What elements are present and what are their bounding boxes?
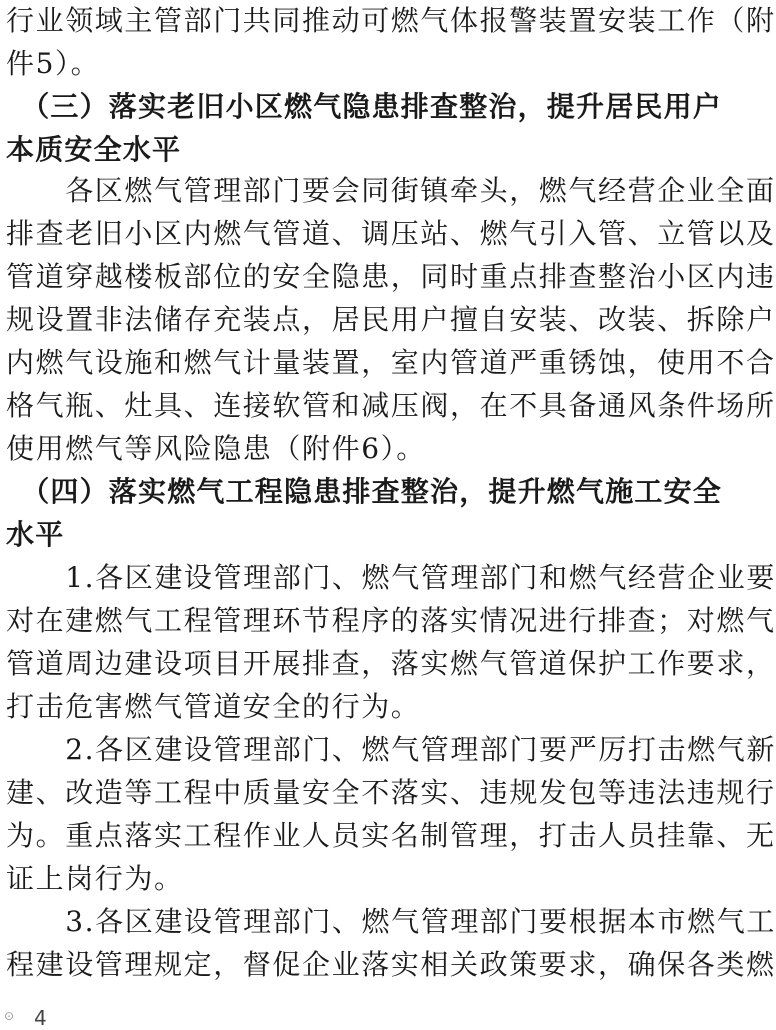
- paragraph-line: 格气瓶、灶具、连接软管和减压阀，在不具备通风条件场所: [6, 389, 776, 422]
- paragraph-line: 各区燃气管理部门要会同街镇牵头，燃气经营企业全面: [6, 174, 776, 207]
- page-number: 4: [34, 1006, 47, 1030]
- paragraph-line: 使用燃气等风险隐患（附件6）。: [6, 432, 426, 465]
- paragraph-line: 打击危害燃气管道安全的行为。: [6, 690, 421, 723]
- paragraph-line: 排查老旧小区内燃气管道、调压站、燃气引入管、立管以及: [6, 217, 776, 250]
- paragraph-line: 为。重点落实工程作业人员实名制管理，打击人员挂靠、无: [6, 819, 776, 852]
- paragraph-line: 规设置非法储存充装点，居民用户擅自安装、改装、拆除户: [6, 303, 776, 336]
- section-heading-line: 本质安全水平: [6, 133, 182, 166]
- paragraph-line: 管道穿越楼板部位的安全隐患，同时重点排查整治小区内违: [6, 260, 776, 293]
- paragraph-line: 证上岗行为。: [6, 862, 184, 895]
- paragraph-line: 件5）。: [6, 47, 101, 80]
- paragraph-line: 3.各区建设管理部门、燃气管理部门要根据本市燃气工: [6, 905, 776, 938]
- section-heading-line: 水平: [6, 518, 65, 551]
- paragraph-line: 行业领域主管部门共同推动可燃气体报警装置安装工作（附: [6, 4, 776, 37]
- page-footer: [4, 1006, 124, 1028]
- section-heading-line: （四）落实燃气工程隐患排查整治，提升燃气施工安全: [6, 475, 723, 508]
- paragraph-line: 内燃气设施和燃气计量装置，室内管道严重锈蚀，使用不合: [6, 346, 776, 379]
- paragraph-line: 管道周边建设项目开展排查，落实燃气管道保护工作要求，: [6, 647, 776, 680]
- paragraph-line: 1.各区建设管理部门、燃气管理部门和燃气经营企业要: [6, 561, 776, 594]
- watermark-icon: ⊙: [4, 1009, 15, 1023]
- paragraph-line: 程建设管理规定，督促企业落实相关政策要求，确保各类燃: [6, 948, 776, 981]
- section-heading-line: （三）落实老旧小区燃气隐患排查整治，提升居民用户: [6, 90, 723, 123]
- paragraph-line: 建、改造等工程中质量安全不落实、违规发包等违法违规行: [6, 776, 776, 809]
- paragraph-line: 对在建燃气工程管理环节程序的落实情况进行排查；对燃气: [6, 604, 776, 637]
- paragraph-line: 2.各区建设管理部门、燃气管理部门要严厉打击燃气新: [6, 733, 776, 766]
